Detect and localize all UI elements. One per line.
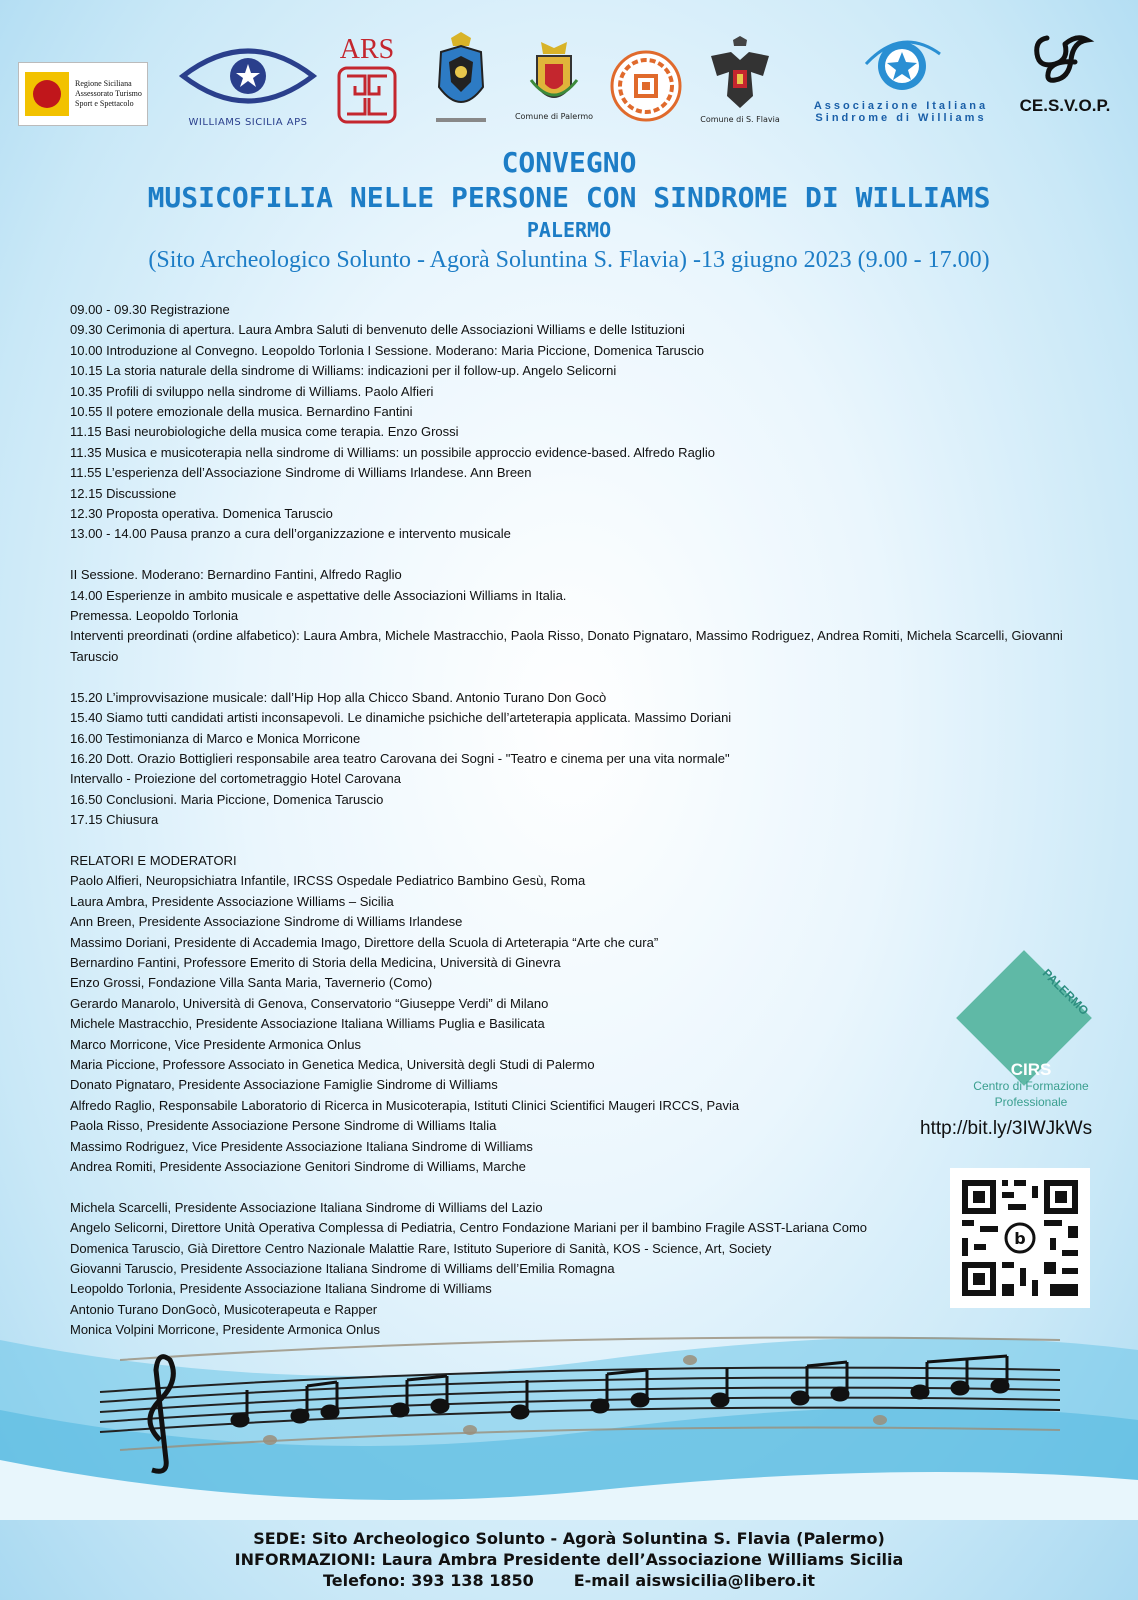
footer-telefono[interactable]: Telefono: 393 138 1850 — [322, 1571, 534, 1590]
spacer — [70, 831, 950, 851]
qr-code[interactable] — [950, 1168, 1090, 1308]
program-line: 16.50 Conclusioni. Maria Piccione, Domenica Taruscio — [70, 791, 384, 807]
program-line: 10.15 La storia naturale della sindrome di Williams: indicazioni per il follow-up. Angelo Selicorni — [70, 363, 617, 379]
regione-line: Regione Siciliana — [75, 79, 132, 88]
trinacria-icon — [25, 72, 69, 116]
program-line: II Sessione. Moderano: Bernardino Fantini, Alfredo Raglio — [70, 567, 402, 583]
program-line: 17.15 Chiusura — [70, 812, 159, 828]
cirs-logo — [956, 960, 1106, 1110]
spacer — [70, 1177, 950, 1197]
program-line: Intervallo - Proiezione del cortometraggio Hotel Carovana — [70, 771, 401, 787]
program-line: 13.00 - 14.00 Pausa pranzo a cura dell’organizzazione e intervento musicale — [70, 526, 511, 542]
program-line: Leopoldo Torlonia, Presidente Associazione Italiana Sindrome di Williams — [70, 1281, 492, 1297]
afternoon-session-list — [70, 688, 950, 831]
program-line: Andrea Romiti, Presidente Associazione Genitori Sindrome di Williams, Marche — [70, 1159, 526, 1175]
ars-text: ARS — [339, 34, 395, 65]
second-session-list — [70, 565, 950, 626]
program-line: Antonio Turano DonGocò, Musicoterapeuta e Rapper — [70, 1301, 378, 1317]
comune-palermo-caption: Comune di Palermo — [514, 112, 594, 121]
logo-bar — [18, 30, 1120, 135]
province-crest — [426, 32, 496, 132]
relatori-heading: RELATORI E MODERATORI — [70, 852, 237, 868]
program-line: 11.55 L’esperienza dell’Associazione Sindrome di Williams Irlandese. Ann Breen — [70, 465, 532, 481]
program-line: Laura Ambra, Presidente Associazione Williams – Sicilia — [70, 893, 394, 909]
program-line: 09.30 Cerimonia di apertura. Laura Ambra Saluti di benvenuto delle Associazioni Williams e delle Istituzioni — [70, 322, 685, 338]
program-line: 10.55 Il potere emozionale della musica. Bernardino Fantini — [70, 404, 413, 420]
program-line: Alfredo Raglio, Responsabile Laboratorio di Ricerca in Musicoterapia, Istituti Clinici Scientifici Maugeri IRCCS, Pavia — [70, 1097, 740, 1113]
event-type: CONVEGNO — [501, 146, 637, 179]
aisw-line: Associazione Italiana — [813, 100, 989, 112]
event-header — [0, 146, 1138, 276]
comune-flavia-caption: Comune di S. Flavia — [700, 115, 780, 124]
cirs-name: CIRS — [1010, 1060, 1052, 1079]
footer-email[interactable]: E-mail aiswsicilia@libero.it — [573, 1571, 816, 1590]
program-line: Enzo Grossi, Fondazione Villa Santa Maria, Tavernerio (Como) — [70, 975, 433, 991]
program-line: Marco Morricone, Vice Presidente Armonica Onlus — [70, 1036, 361, 1052]
eagle-crest-icon — [431, 32, 491, 127]
aisw-star-icon — [856, 34, 946, 96]
palermo-crest-icon — [529, 40, 579, 108]
program-line: Bernardino Fantini, Professore Emerito di Storia della Medicina, Università di Ginevra — [70, 954, 561, 970]
eye-star-icon — [178, 38, 318, 113]
cesvop-logo — [1010, 30, 1120, 130]
program-line: Monica Volpini Morricone, Presidente Armonica Onlus — [70, 1322, 380, 1338]
regione-siciliana-logo — [18, 62, 148, 126]
music-staff-decoration — [0, 1320, 1138, 1520]
program-line: Massimo Rodriguez, Vice Presidente Associazione Italiana Sindrome di Williams — [70, 1138, 533, 1154]
williams-sicilia-caption: WILLIAMS SICILIA APS — [188, 117, 308, 128]
program-line: Paola Risso, Presidente Associazione Persone Sindrome di Williams Italia — [70, 1118, 497, 1134]
event-title: MUSICOFILIA NELLE PERSONE CON SINDROME DI WILLIAMS — [147, 181, 991, 214]
program-line: Ann Breen, Presidente Associazione Sindrome di Williams Irlandese — [70, 914, 463, 930]
program-line: Donato Pignataro, Presidente Associazione Famiglie Sindrome di Williams — [70, 1077, 498, 1093]
footer-info — [0, 1528, 1138, 1591]
program-line: Paolo Alfieri, Neuropsichiatra Infantile, IRCSS Ospedale Pediatrico Bambino Gesù, Roma — [70, 873, 586, 889]
cirs-palermo: PALERMO — [1039, 966, 1092, 1018]
cesvop-text: CE.S.V.O.P. — [1019, 96, 1111, 115]
regione-text — [75, 79, 142, 109]
event-city: PALERMO — [526, 218, 612, 242]
program-line: 16.20 Dott. Orazio Bottiglieri responsabile area teatro Carovana dei Sogni - "Teatro e cinema per una vita normale" — [70, 750, 730, 766]
program-line: 10.00 Introduzione al Convegno. Leopoldo Torlonia I Sessione. Moderano: Maria Piccione, Domenica Taruscio — [70, 342, 705, 358]
program-line: Premessa. Leopoldo Torlonia — [70, 608, 239, 624]
short-link[interactable]: http://bit.ly/3IWJkWs — [920, 1118, 1093, 1139]
relatori-list — [70, 871, 950, 1177]
ars-logo — [336, 34, 398, 129]
solunto-logo — [610, 50, 682, 122]
qr-code-icon — [950, 1168, 1090, 1308]
meander-circle-icon — [610, 50, 682, 122]
music-notes-icon — [0, 1320, 1138, 1520]
program-line: Massimo Doriani, Presidente di Accademia Imago, Direttore della Scuola di Arteterapia “Arte che cura” — [70, 934, 659, 950]
regione-line: Assessorato Turismo — [75, 89, 142, 98]
program-line: Gerardo Manarolo, Università di Genova, Conservatorio “Giuseppe Verdi” di Milano — [70, 995, 549, 1011]
footer-informazioni: INFORMAZIONI: Laura Ambra Presidente dell’Associazione Williams Sicilia — [234, 1550, 904, 1569]
program-line: 12.30 Proposta operativa. Domenica Taruscio — [70, 506, 333, 522]
program-line: Maria Piccione, Professore Associato in Genetica Medica, Università degli Studi di Palermo — [70, 1056, 595, 1072]
regione-line: Sport e Spettacolo — [75, 99, 134, 108]
cirs-sub-line: Centro di Formazione — [973, 1079, 1089, 1093]
cesvop-mark-icon — [1025, 30, 1105, 92]
program-line: 11.15 Basi neurobiologiche della musica come terapia. Enzo Grossi — [70, 424, 459, 440]
footer-contacts — [0, 1570, 1138, 1591]
spacer — [70, 667, 950, 687]
program-line: 09.00 - 09.30 Registrazione — [70, 302, 230, 317]
double-eagle-icon — [707, 36, 773, 111]
program-line: Angelo Selicorni, Direttore Unità Operativa Complessa di Pediatria, Centro Fondazione Mariani per il bambino Fragile ASST-Lariana Como — [70, 1220, 867, 1236]
comune-palermo-logo — [514, 40, 594, 135]
program-line: Giovanni Taruscio, Presidente Associazione Italiana Sindrome di Williams dell’Emilia Romagna — [70, 1261, 615, 1277]
aisw-logo — [796, 34, 1006, 134]
cirs-sub-line: Professionale — [994, 1095, 1068, 1109]
program-line: 15.40 Siamo tutti candidati artisti inconsapevoli. Le dinamiche psichiche dell’arteterapia applicata. Massimo Doriani — [70, 710, 732, 726]
williams-sicilia-logo — [178, 38, 318, 128]
program-line: Michela Scarcelli, Presidente Associazione Italiana Sindrome di Williams del Lazio — [70, 1199, 543, 1215]
program-line: 10.35 Profili di sviluppo nella sindrome di Williams. Paolo Alfieri — [70, 383, 434, 399]
comune-flavia-logo — [700, 36, 780, 131]
program-line: Michele Mastracchio, Presidente Associazione Italiana Williams Puglia e Basilicata — [70, 1016, 545, 1032]
program-line: 12.15 Discussione — [70, 485, 177, 501]
ars-symbol-icon — [337, 66, 397, 124]
event-location-date: (Sito Archeologico Solunto - Agorà Soluntina S. Flavia) -13 giugno 2023 (9.00 - 17.00) — [148, 247, 990, 273]
spacer — [70, 545, 950, 565]
interventi-line: Interventi preordinati (ordine alfabetico): Laura Ambra, Michele Mastracchio, Paola Risso, Donato Pignataro, Massimo Rodriguez, Andrea Romiti, Michela Scarcelli, Giovanni Taruscio — [70, 628, 1063, 664]
morning-session-list — [70, 300, 950, 545]
footer-sede: SEDE: Sito Archeologico Solunto - Agorà Soluntina S. Flavia (Palermo) — [253, 1529, 885, 1548]
program-line: 16.00 Testimonianza di Marco e Monica Morricone — [70, 730, 361, 746]
program-line: 14.00 Esperienze in ambito musicale e aspettative delle Associazioni Williams in Italia. — [70, 587, 567, 603]
cirs-subtitle — [956, 1078, 1106, 1110]
program-line: 11.35 Musica e musicoterapia nella sindrome di Williams: un possibile approccio evidence-based. Alfredo Raglio — [70, 444, 716, 460]
aisw-line: Sindrome di Williams — [815, 112, 987, 124]
svg-text:b: b — [1014, 1229, 1026, 1248]
program-line: 15.20 L’improvvisazione musicale: dall’Hip Hop alla Chicco Sband. Antonio Turano Don Gocò — [70, 689, 607, 705]
program-line: Domenica Taruscio, Già Direttore Centro Nazionale Malattie Rare, Istituto Superiore di Sanità, KOS - Science, Art, Society — [70, 1240, 772, 1256]
